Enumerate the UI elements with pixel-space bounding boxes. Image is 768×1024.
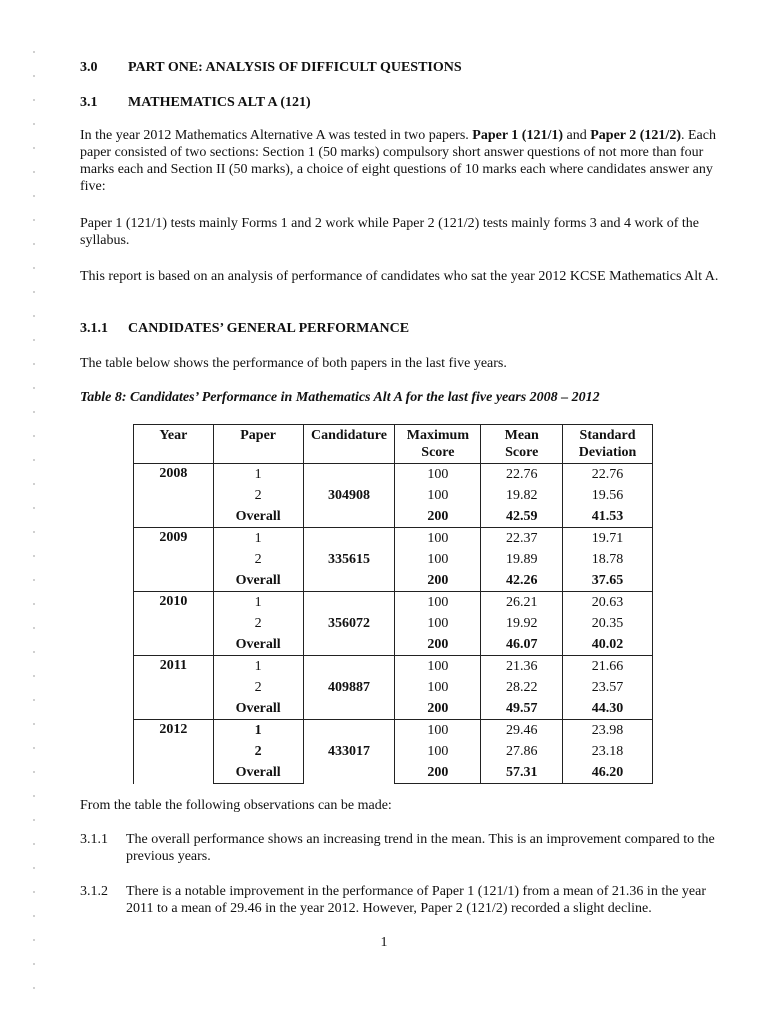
observation-number: 3.1.1: [80, 832, 108, 847]
cell-paper: 1: [213, 528, 303, 550]
cell-sd: 20.35: [563, 613, 653, 634]
cell-mean: 19.82: [481, 485, 563, 506]
subsubsection-number: 3.1.1: [80, 321, 108, 336]
subsection-number: 3.1: [80, 95, 98, 110]
cell-max: 200: [395, 762, 481, 784]
table-row: [134, 656, 653, 678]
subsection-heading: [80, 94, 726, 111]
cell-paper: Overall: [213, 634, 303, 656]
cell-year: 2012: [134, 720, 214, 784]
cell-max: 100: [395, 720, 481, 742]
cell-paper: 2: [213, 677, 303, 698]
cell-candidature: 356072: [303, 592, 395, 656]
cell-sd: 20.63: [563, 592, 653, 614]
cell-paper: Overall: [213, 570, 303, 592]
observations-intro: From the table the following observations can be made:: [80, 798, 392, 813]
header-candidature: Candidature: [303, 425, 395, 464]
cell-paper: 1: [213, 592, 303, 614]
cell-paper: 2: [213, 741, 303, 762]
cell-paper: Overall: [213, 762, 303, 784]
cell-sd: 23.98: [563, 720, 653, 742]
cell-max: 100: [395, 549, 481, 570]
cell-paper: 2: [213, 613, 303, 634]
cell-sd: 19.56: [563, 485, 653, 506]
header-mean-score: Mean Score: [481, 425, 563, 464]
cell-mean: 19.89: [481, 549, 563, 570]
cell-max: 200: [395, 634, 481, 656]
performance-table: [133, 424, 653, 784]
section-heading: [80, 59, 726, 76]
cell-max: 100: [395, 613, 481, 634]
observation-number: 3.1.2: [80, 884, 108, 899]
cell-mean: 49.57: [481, 698, 563, 720]
cell-sd: 40.02: [563, 634, 653, 656]
table-caption: Table 8: Candidates’ Performance in Mathematics Alt A for the last five years 2008 – 2012: [80, 390, 600, 405]
cell-sd: 19.71: [563, 528, 653, 550]
binding-margin-marks: [30, 40, 38, 1000]
cell-mean: 26.21: [481, 592, 563, 614]
section-number: 3.0: [80, 60, 98, 75]
header-paper: Paper: [213, 425, 303, 464]
cell-max: 100: [395, 464, 481, 486]
table-intro-paragraph: The table below shows the performance of both papers in the last five years.: [80, 356, 507, 371]
cell-max: 100: [395, 592, 481, 614]
cell-paper: 2: [213, 485, 303, 506]
header-maximum-score: Maximum Score: [395, 425, 481, 464]
cell-mean: 46.07: [481, 634, 563, 656]
cell-candidature: 433017: [303, 720, 395, 784]
section-title: PART ONE: ANALYSIS OF DIFFICULT QUESTIONS: [128, 60, 462, 75]
table-header-row: [134, 425, 653, 464]
cell-mean: 22.76: [481, 464, 563, 486]
report-basis-paragraph: This report is based on an analysis of performance of candidates who sat the year 2012 KCSE Mathematics Alt A.: [80, 269, 719, 284]
observation-text: There is a notable improvement in the performance of Paper 1 (121/1) from a mean of 21.36 in the year 2011 to a mean of 29.46 in the year 2012. However, Paper 2 (121/2) recorded a slight decline.: [126, 884, 707, 916]
subsubsection-title: CANDIDATES’ GENERAL PERFORMANCE: [128, 321, 410, 336]
cell-paper: Overall: [213, 698, 303, 720]
cell-sd: 21.66: [563, 656, 653, 678]
observation-item: [80, 883, 726, 917]
header-year: Year: [134, 425, 214, 464]
cell-max: 100: [395, 677, 481, 698]
cell-sd: 37.65: [563, 570, 653, 592]
cell-sd: 44.30: [563, 698, 653, 720]
cell-sd: 46.20: [563, 762, 653, 784]
cell-max: 100: [395, 528, 481, 550]
table-row: [134, 528, 653, 550]
cell-sd: 22.76: [563, 464, 653, 486]
cell-sd: 23.57: [563, 677, 653, 698]
cell-max: 200: [395, 698, 481, 720]
cell-max: 100: [395, 741, 481, 762]
cell-paper: Overall: [213, 506, 303, 528]
cell-mean: 22.37: [481, 528, 563, 550]
cell-paper: 1: [213, 656, 303, 678]
cell-candidature: 304908: [303, 464, 395, 528]
cell-candidature: 409887: [303, 656, 395, 720]
cell-mean: 42.26: [481, 570, 563, 592]
cell-mean: 19.92: [481, 613, 563, 634]
table-row: [134, 720, 653, 742]
cell-mean: 21.36: [481, 656, 563, 678]
cell-mean: 27.86: [481, 741, 563, 762]
cell-max: 200: [395, 506, 481, 528]
cell-year: 2010: [134, 592, 214, 656]
subsection-title: MATHEMATICS ALT A (121): [128, 95, 311, 110]
cell-sd: 41.53: [563, 506, 653, 528]
cell-max: 100: [395, 656, 481, 678]
cell-paper: 1: [213, 720, 303, 742]
cell-max: 100: [395, 485, 481, 506]
table-row: [134, 464, 653, 486]
page-number: 1: [380, 935, 388, 950]
observation-text: The overall performance shows an increasing trend in the mean. This is an improvement compared to the previous years.: [126, 832, 715, 864]
table-row: [134, 592, 653, 614]
cell-mean: 28.22: [481, 677, 563, 698]
cell-year: 2011: [134, 656, 214, 720]
cell-year: 2009: [134, 528, 214, 592]
cell-max: 200: [395, 570, 481, 592]
syllabus-paragraph: Paper 1 (121/1) tests mainly Forms 1 and 2 work while Paper 2 (121/2) tests mainly forms 3 and 4 work of the syllabus.: [80, 216, 700, 248]
cell-paper: 2: [213, 549, 303, 570]
cell-sd: 23.18: [563, 741, 653, 762]
cell-mean: 42.59: [481, 506, 563, 528]
cell-mean: 57.31: [481, 762, 563, 784]
header-standard-deviation: Standard Deviation: [563, 425, 653, 464]
cell-candidature: 335615: [303, 528, 395, 592]
subsubsection-heading: [80, 320, 726, 337]
cell-mean: 29.46: [481, 720, 563, 742]
cell-year: 2008: [134, 464, 214, 528]
cell-sd: 18.78: [563, 549, 653, 570]
intro-paragraph: In the year 2012 Mathematics Alternative A was tested in two papers. Paper 1 (121/1) and Paper 2 (121/2). Each paper consisted of two sections: Section 1 (50 marks) compulsory short answer questions of not more than four marks each and Section II (50 marks), a choice of eight questions of 10 marks each where candidates answer any five:: [80, 128, 716, 194]
cell-paper: 1: [213, 464, 303, 486]
observation-item: [80, 831, 726, 865]
